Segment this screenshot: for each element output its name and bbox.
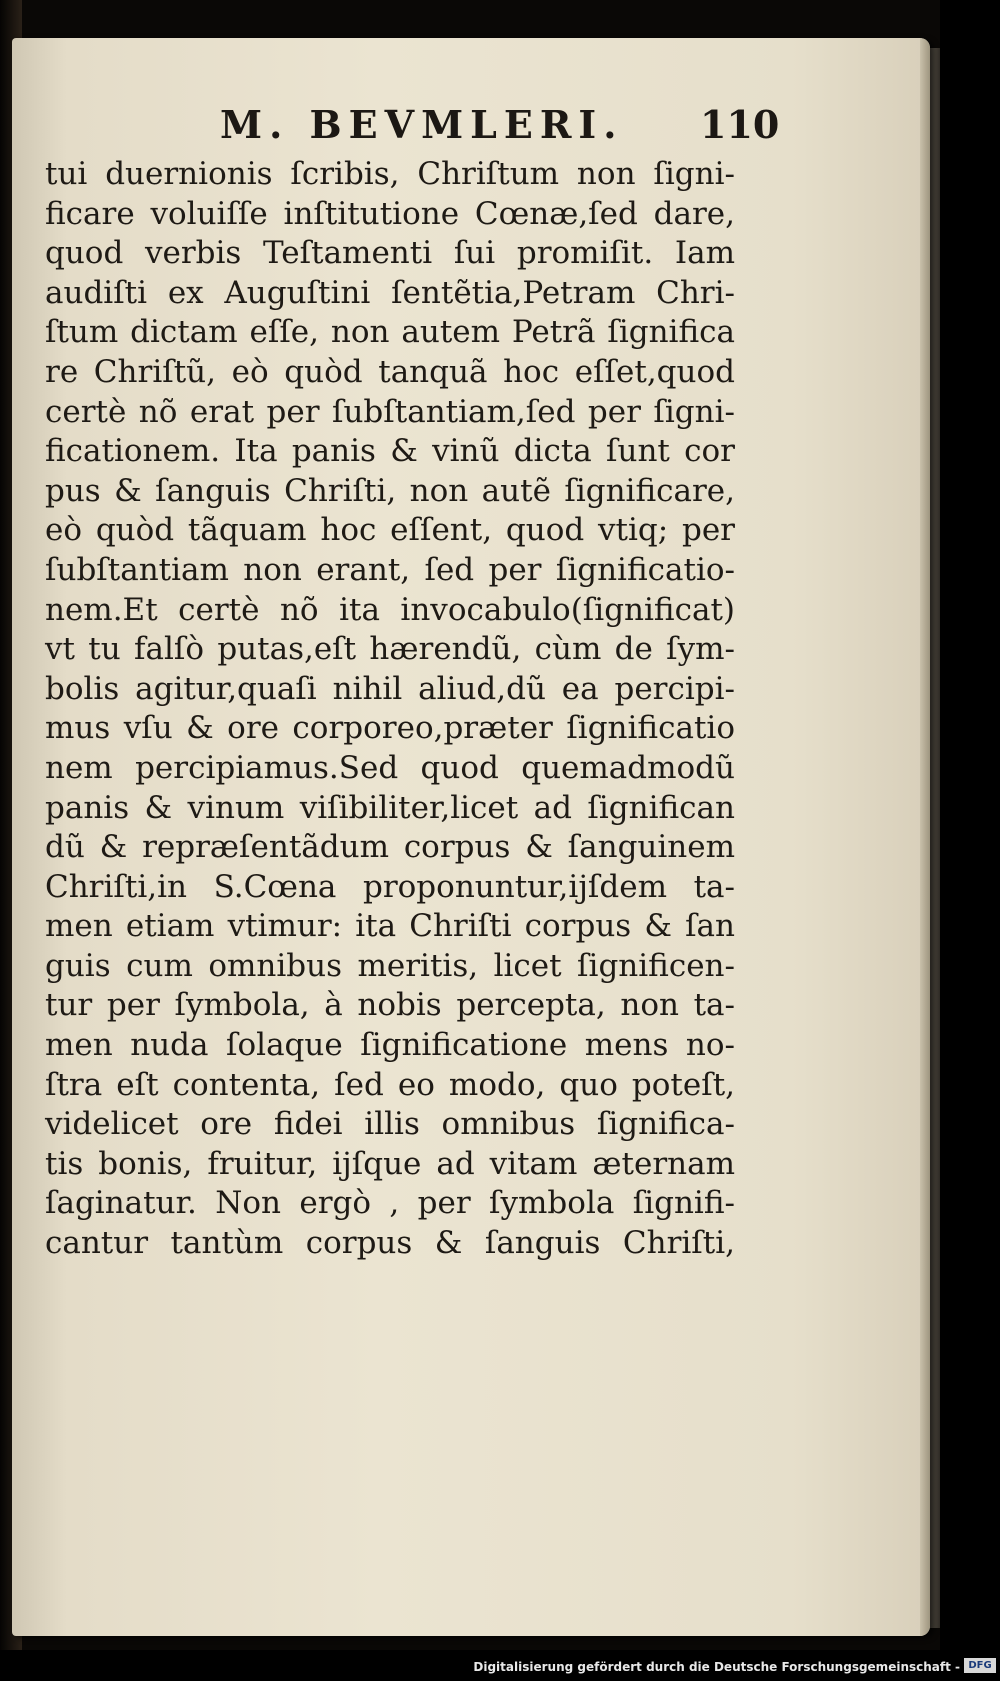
text-line: ficationem. Ita panis & vinũ dicta ſunt cor — [45, 433, 735, 470]
page-number: 110 — [700, 102, 780, 147]
text-line: eò quòd tãquam hoc eſſent, quod vtiq; per — [45, 512, 735, 549]
text-line: nem.Et certè nõ ita invocabulo(ſignificat) — [45, 591, 735, 628]
text-line: re Chriſtũ, eò quòd tanquã hoc eſſet,quod — [45, 353, 735, 390]
text-line: mus vſu & ore corporeo,præter ſignificatio — [45, 710, 735, 747]
page-edge — [920, 38, 930, 1636]
text-line: ſaginatur. Non ergò , per ſymbola ſignifi- — [45, 1185, 735, 1222]
text-line: ſtra eſt contenta, ſed eo modo, quo poteſt, — [45, 1066, 735, 1103]
running-head — [60, 102, 820, 146]
text-line: nem percipiamus.Sed quod quemadmodũ — [45, 749, 735, 786]
text-line: ſubſtantiam non erant, ſed per ſignificatio- — [45, 551, 735, 588]
running-title: M. BEVMLERI. — [220, 102, 624, 147]
text-line: men nuda ſolaque ſignificatione mens no- — [45, 1027, 735, 1064]
body-text — [45, 155, 735, 1264]
text-line: dũ & repræſentãdum corpus & ſanguinem — [45, 829, 735, 866]
text-line: ficare voluiſſe inſtitutione Cœnæ,ſed dare, — [45, 195, 735, 232]
text-line: tis bonis, fruitur, ijſque ad vitam æternam — [45, 1145, 735, 1182]
text-line: videlicet ore fidei illis omnibus ſignifica- — [45, 1106, 735, 1143]
text-line: certè nõ erat per ſubſtantiam,ſed per ſigni- — [45, 393, 735, 430]
page-stack-edge — [930, 48, 940, 1628]
text-line: vt tu falſò putas,eſt hærendũ, cùm de ſym- — [45, 631, 735, 668]
text-line: tui duernionis ſcribis, Chriſtum non ſigni- — [45, 156, 735, 192]
text-line: guis cum omnibus meritis, licet ſignificen- — [45, 947, 735, 984]
text-line: ſtum dictam eſſe, non autem Petrã ſignifica — [45, 314, 735, 351]
text-line: Chriſti,in S.Cœna proponuntur,ijſdem ta- — [45, 868, 735, 905]
funding-credit: Digitalisierung gefördert durch die Deutsche Forschungsgemeinschaft - — [473, 1660, 960, 1674]
text-line: cantur tantùm corpus & ſanguis Chriſti, — [45, 1225, 735, 1262]
text-line: audiſti ex Auguſtini ſentẽtia,Petram Chri- — [45, 274, 735, 311]
footer-bar — [0, 1650, 1000, 1681]
text-line: pus & ſanguis Chriſti, non autẽ ſignificare, — [45, 472, 735, 509]
text-line: panis & vinum viſibiliter,licet ad ſignifican — [45, 789, 735, 826]
text-line: quod verbis Teſtamenti ſui promiſit. Iam — [45, 235, 735, 272]
dfg-logo: DFG — [964, 1658, 996, 1673]
text-line: tur per ſymbola, à nobis percepta, non ta- — [45, 987, 735, 1024]
text-line: men etiam vtimur: ita Chriſti corpus & ſan — [45, 908, 735, 945]
text-line: bolis agitur,quaſi nihil aliud,dũ ea percipi- — [45, 670, 735, 707]
